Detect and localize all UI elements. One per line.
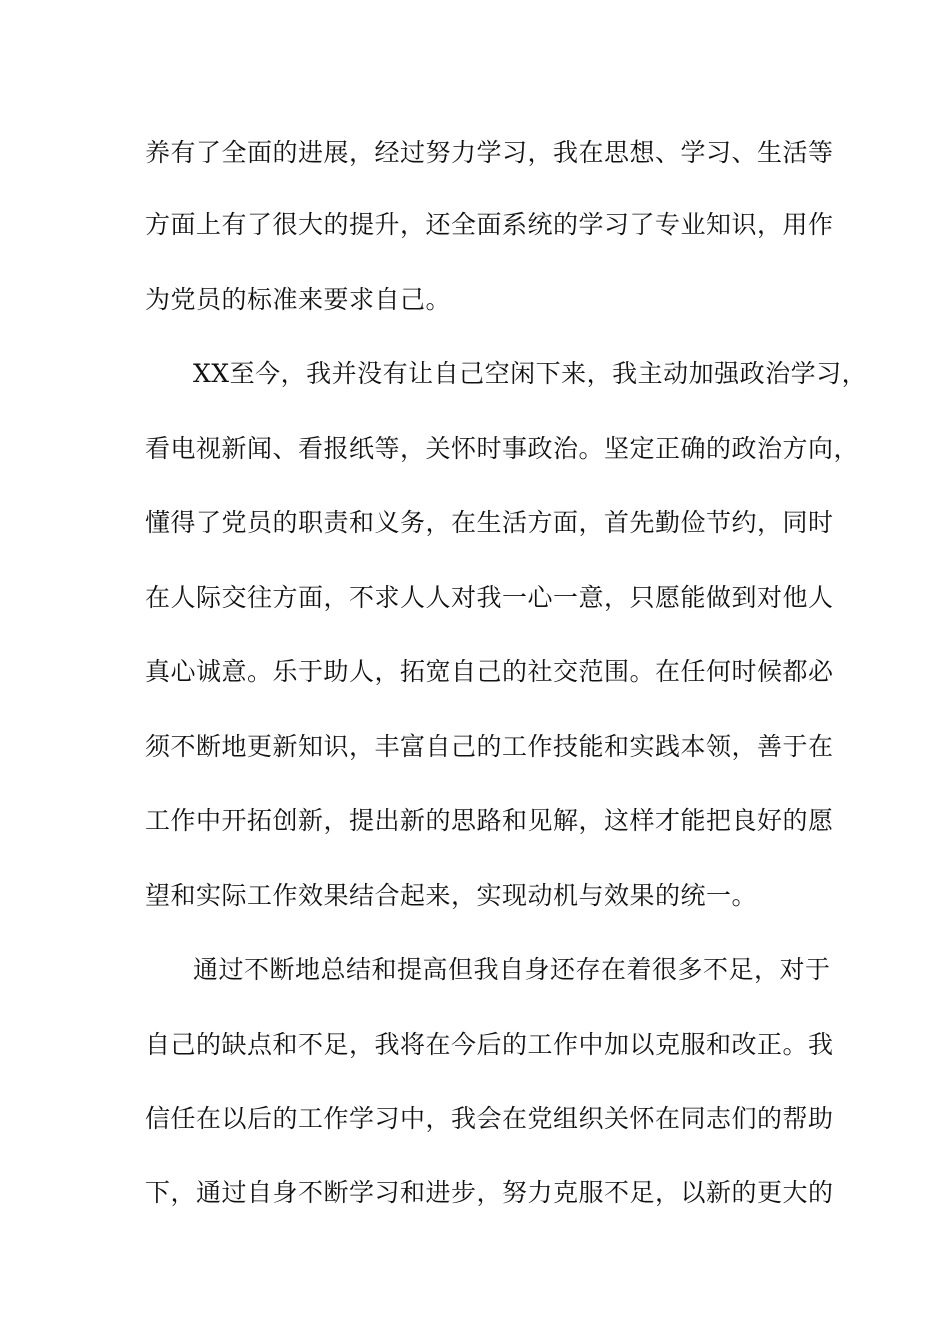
text-line: 须不断地更新知识，丰富自己的工作技能和实践本领，善于在 bbox=[145, 732, 834, 761]
text-line: 懂得了党员的职责和义务，在生活方面，首先勤俭节约，同时 bbox=[145, 508, 834, 537]
text-line: 在人际交往方面，不求人人对我一心一意，只愿能做到对他人 bbox=[145, 583, 834, 612]
text-line: 看电视新闻、看报纸等，关怀时事政治。坚定正确的政治方向， bbox=[145, 434, 860, 463]
text-line: 下，通过自身不断学习和进步，努力克服不足，以新的更大的 bbox=[145, 1178, 834, 1207]
text-line: 工作中开拓创新，提出新的思路和见解，这样才能把良好的愿 bbox=[145, 806, 834, 835]
text-line: 望和实际工作效果结合起来，实现动机与效果的统一。 bbox=[145, 881, 758, 910]
text-line: 方面上有了很大的提升，还全面系统的学习了专业知识，用作 bbox=[145, 210, 834, 239]
paragraph-first-line: 通过不断地总结和提高但我自身还存在着很多不足，对于 bbox=[193, 955, 831, 984]
text-line: 养有了全面的进展，经过努力学习，我在思想、学习、生活等 bbox=[145, 138, 834, 167]
paragraph-first-line: XX至今，我并没有让自己空闲下来，我主动加强政治学习， bbox=[193, 359, 868, 388]
text-line: 自己的缺点和不足，我将在今后的工作中加以克服和改正。我 bbox=[145, 1030, 834, 1059]
text-line: 信任在以后的工作学习中，我会在党组织关怀在同志们的帮助 bbox=[145, 1104, 834, 1133]
text-line: 为党员的标准来要求自己。 bbox=[145, 285, 452, 314]
text-line: 真心诚意。乐于助人，拓宽自己的社交范围。在任何时候都必 bbox=[145, 657, 834, 686]
